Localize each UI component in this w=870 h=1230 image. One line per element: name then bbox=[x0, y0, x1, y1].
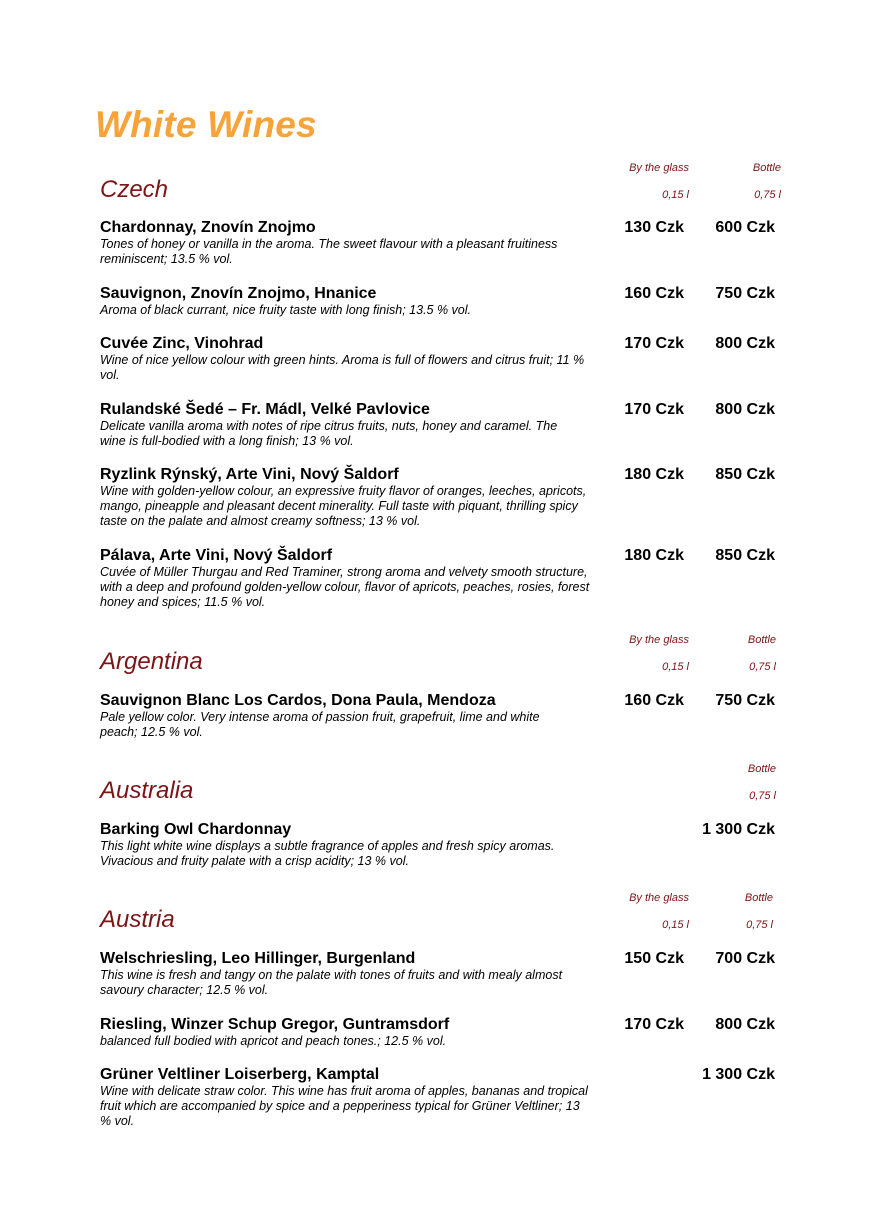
price-bottle: 1 300 Czk bbox=[702, 821, 775, 838]
price-glass: 150 Czk bbox=[624, 950, 684, 967]
header-glass-label: By the glass bbox=[629, 162, 689, 174]
header-bottle-size: 0,75 l bbox=[749, 661, 776, 673]
wine-name: Rulandské Šedé – Fr. Mádl, Velké Pavlovice bbox=[100, 401, 430, 418]
header-glass-size: 0,15 l bbox=[662, 919, 689, 931]
header-glass-label: By the glass bbox=[629, 892, 689, 904]
price-bottle: 800 Czk bbox=[715, 1016, 775, 1033]
price-bottle: 750 Czk bbox=[715, 285, 775, 302]
wine-description: balanced full bodied with apricot and peach tones.; 12.5 % vol. bbox=[100, 1034, 447, 1048]
header-glass-label: By the glass bbox=[629, 634, 689, 646]
header-glass-size: 0,15 l bbox=[662, 661, 689, 673]
price-bottle: 750 Czk bbox=[715, 692, 775, 709]
price-glass: 180 Czk bbox=[624, 466, 684, 483]
wine-name: Sauvignon, Znovín Znojmo, Hnanice bbox=[100, 285, 377, 302]
wine-description: Wine with delicate straw color. This wine has fruit aroma of apples, bananas and tropical fruit which are accompanied by spice and a pepperiness typical for Grüner Veltliner; 13 % vol. bbox=[100, 1084, 588, 1128]
header-bottle-label: Bottle bbox=[747, 634, 776, 646]
wine-name: Pálava, Arte Vini, Nový Šaldorf bbox=[100, 547, 333, 564]
price-glass: 160 Czk bbox=[624, 285, 684, 302]
wine-name: Sauvignon Blanc Los Cardos, Dona Paula, Mendoza bbox=[100, 692, 496, 709]
wine-name: Barking Owl Chardonnay bbox=[100, 821, 292, 838]
price-bottle: 800 Czk bbox=[715, 335, 775, 352]
wine-name: Grüner Veltliner Loiserberg, Kamptal bbox=[100, 1066, 380, 1083]
wine-description: This wine is fresh and tangy on the palate with tones of fruits and with mealy almost savoury character; 12.5 % vol. bbox=[100, 968, 563, 997]
header-bottle-size: 0,75 l bbox=[754, 189, 781, 201]
country-heading-czech: Czech bbox=[100, 176, 169, 203]
price-bottle: 1 300 Czk bbox=[702, 1066, 775, 1083]
wine-description: Cuvée of Müller Thurgau and Red Traminer, strong aroma and velvety smooth structure, with a deep and profound golden-yellow colour, flavor of apricots, peaches, rosies, forest honey and spices; 11.5 % vol. bbox=[100, 565, 590, 609]
wine-name: Chardonnay, Znovín Znojmo bbox=[100, 219, 316, 236]
price-glass: 160 Czk bbox=[624, 692, 684, 709]
header-bottle-label: Bottle bbox=[752, 162, 781, 174]
country-heading-australia: Australia bbox=[100, 777, 194, 804]
wine-description: This light white wine displays a subtle fragrance of apples and fresh spicy aromas. Vivacious and fruity palate with a crisp acidity; 13 % vol. bbox=[100, 839, 555, 868]
price-bottle: 600 Czk bbox=[715, 219, 775, 236]
price-glass: 130 Czk bbox=[624, 219, 684, 236]
wine-name: Welschriesling, Leo Hillinger, Burgenland bbox=[100, 950, 416, 967]
wine-description: Delicate vanilla aroma with notes of ripe citrus fruits, nuts, honey and caramel. The wine is full-bodied with a long finish; 13 % vol. bbox=[100, 419, 558, 448]
wine-description: Aroma of black currant, nice fruity taste with long finish; 13.5 % vol. bbox=[100, 303, 472, 317]
country-heading-austria: Austria bbox=[100, 906, 175, 933]
wine-description: Wine with golden-yellow colour, an expressive fruity flavor of oranges, leeches, apricots, mango, pineapple and pleasant decent minerality. Full taste with piquant, thrilling spicy taste on the palate and almost creamy softness; 13 % vol. bbox=[100, 484, 587, 528]
wine-description: Wine of nice yellow colour with green hints. Aroma is full of flowers and citrus fruit; 11 % vol. bbox=[100, 353, 585, 382]
header-bottle-label: Bottle bbox=[747, 763, 776, 775]
header-bottle-size: 0,75 l bbox=[746, 919, 773, 931]
price-glass: 170 Czk bbox=[624, 401, 684, 418]
header-bottle-label: Bottle bbox=[744, 892, 773, 904]
price-bottle: 850 Czk bbox=[715, 547, 775, 564]
price-bottle: 700 Czk bbox=[715, 950, 775, 967]
price-bottle: 800 Czk bbox=[715, 401, 775, 418]
wine-description: Tones of honey or vanilla in the aroma. The sweet flavour with a pleasant fruitiness reminiscent; 13.5 % vol. bbox=[100, 237, 558, 266]
price-bottle: 850 Czk bbox=[715, 466, 775, 483]
page-title: White Wines bbox=[95, 104, 317, 145]
country-heading-argentina: Argentina bbox=[100, 648, 203, 675]
wine-name: Ryzlink Rýnský, Arte Vini, Nový Šaldorf bbox=[100, 466, 399, 483]
price-glass: 170 Czk bbox=[624, 1016, 684, 1033]
wine-name: Riesling, Winzer Schup Gregor, Guntramsdorf bbox=[100, 1016, 450, 1033]
price-glass: 180 Czk bbox=[624, 547, 684, 564]
wine-description: Pale yellow color. Very intense aroma of passion fruit, grapefruit, lime and white peach; 12.5 % vol. bbox=[100, 710, 540, 739]
wine-name: Cuvée Zinc, Vinohrad bbox=[100, 335, 264, 352]
header-bottle-size: 0,75 l bbox=[749, 790, 776, 802]
price-glass: 170 Czk bbox=[624, 335, 684, 352]
header-glass-size: 0,15 l bbox=[662, 189, 689, 201]
